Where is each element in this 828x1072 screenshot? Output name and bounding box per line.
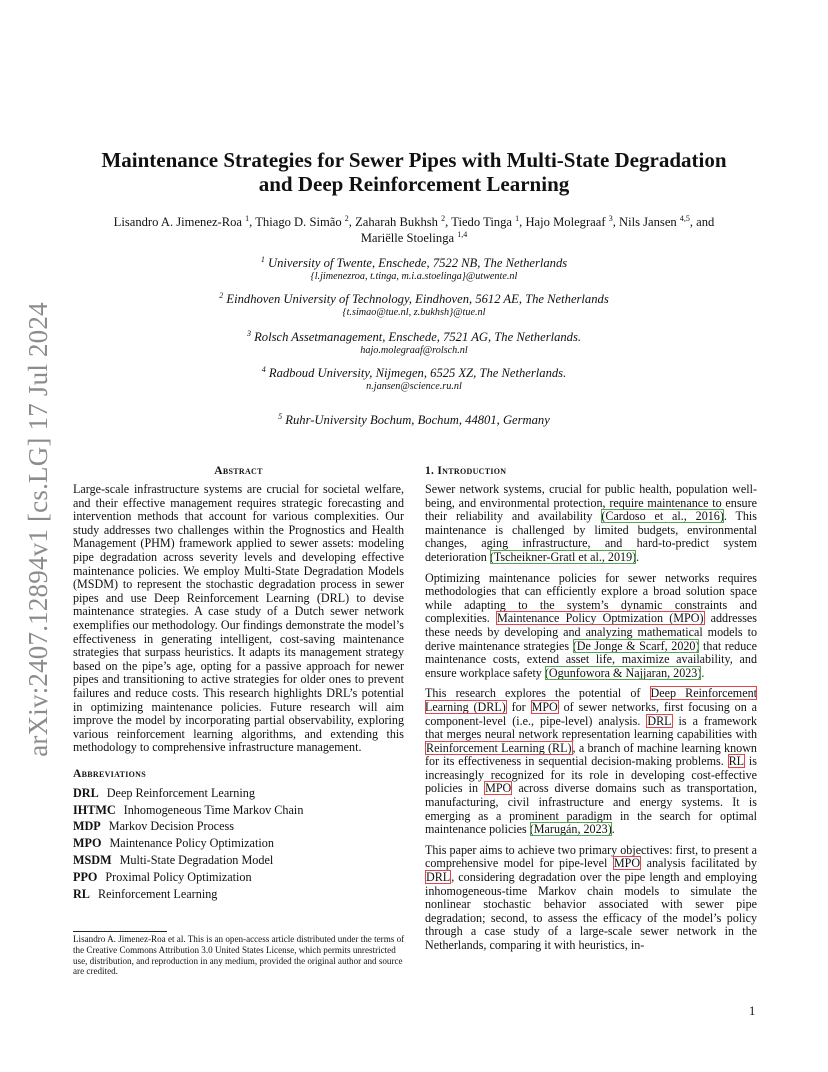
affiliation-number: 5 — [278, 412, 283, 421]
affiliation-5 — [70, 413, 758, 428]
paragraph-text: , considering degradation over the pipe length and employing inhomogeneous-time Markov chain models to simulate the nonlinear stochastic behavior associated with sewer pipe degradation; second, to assess the efficacy of the model’s policy through a case study of a large-scale sewer network in the Netherlands, comparing it with heuristics, in- — [425, 870, 757, 952]
affiliation-email[interactable]: {t.simao@tue.nl, z.bukhsh}@tue.nl — [342, 307, 486, 318]
paragraph-text: . This maintenance is challenged by limited budgets, environmental changes, aging infrastructure, and hard-to-predict system deterioration — [425, 509, 758, 564]
paragraph-text: This research explores the potential of — [425, 686, 650, 701]
abbreviation-entry — [73, 835, 404, 852]
affiliation-number: 1 — [260, 255, 265, 264]
acronym-link[interactable]: MPO — [613, 856, 641, 871]
paper-title-line-2: and Deep Reinforcement Learning — [258, 172, 570, 196]
intro-paragraph-3 — [425, 687, 757, 837]
paragraph-text: that reduce maintenance costs, extend asset life, maximize availability, and ensure workplace safety — [425, 638, 757, 680]
arxiv-identifier-text: arXiv:2407.12894v1 [cs.LG] 17 Jul 2024 — [22, 301, 53, 757]
license-footnote: Lisandro A. Jimenez-Roa et al. This is an open-access article distributed under the terms of the Creative Commons Attribution 3.0 United States License, which permits unrestricted use, distribution, and reproduction in any medium, provided the original author and source are credited. — [73, 934, 405, 977]
author-name: , Nils Jansen — [612, 215, 680, 229]
acronym-link[interactable]: MPO — [531, 699, 558, 714]
author-affiliation-mark: 2 — [344, 214, 349, 223]
intro-paragraph-1 — [425, 483, 757, 565]
paragraph-text: . — [701, 665, 705, 680]
abbreviation-term: MPO — [73, 836, 102, 851]
affiliation-number: 2 — [219, 291, 224, 300]
paragraph-text: . — [611, 822, 615, 837]
arxiv-identifier-stamp — [18, 294, 58, 764]
abbreviation-term: DRL — [73, 785, 99, 800]
left-column — [73, 464, 404, 902]
author-affiliation-mark: 2 — [441, 214, 446, 223]
author-affiliation-mark: 1 — [245, 214, 250, 223]
author-list-conjunction: , and — [689, 215, 715, 229]
citation-link[interactable]: (Cardoso et al., 2016) — [601, 509, 724, 524]
affiliation-2 — [70, 292, 758, 319]
acronym-link[interactable]: MPO — [485, 781, 512, 796]
citation-link[interactable]: (Ogunfowora & Najjaran, 2023) — [544, 665, 702, 680]
author-list — [76, 214, 752, 246]
abbreviation-entry — [73, 785, 404, 802]
author-name: , Thiago D. Simão — [249, 215, 345, 229]
affiliation-1 — [70, 256, 758, 283]
affiliation-name: University of Twente, Enschede, 7522 NB, The Netherlands — [264, 256, 568, 270]
abbreviation-term: RL — [73, 886, 90, 901]
abbreviation-expansion: Maintenance Policy Optimization — [109, 836, 274, 851]
abbreviation-term: MDP — [73, 819, 101, 834]
paragraph-text: analysis facilitated by — [641, 856, 757, 871]
abbreviation-entry — [73, 869, 404, 886]
affiliation-name: Eindhoven University of Technology, Eindhoven, 5612 AE, The Netherlands — [223, 292, 609, 306]
abbreviation-term: IHTMC — [73, 802, 116, 817]
abbreviation-expansion: Markov Decision Process — [108, 819, 234, 834]
abbreviation-term: PPO — [73, 869, 98, 884]
paragraph-text: Optimizing maintenance policies for sewer networks requires methodologies that can efficiently explore a broad solution space while adapting to the system’s dynamic constraints and complexities. — [425, 570, 757, 626]
affiliation-email[interactable]: {l.jimenezroa, t.tinga, m.i.a.stoelinga}@utwente.nl — [310, 271, 518, 282]
paper-title — [70, 148, 758, 196]
acronym-link[interactable]: Reinforcement Learning (RL) — [426, 740, 572, 755]
paragraph-text: for — [506, 699, 531, 714]
introduction-heading: 1. Introduction — [425, 465, 507, 477]
paragraph-text: is increasingly recognized for its role in developing cost-effective policies in — [425, 754, 757, 796]
abbreviation-term: MSDM — [73, 853, 112, 868]
affiliation-email[interactable]: hajo.molegraaf@rolsch.nl — [360, 345, 468, 356]
abbreviation-entry — [73, 802, 404, 819]
affiliation-3 — [70, 330, 758, 357]
affiliation-email[interactable]: n.jansen@science.ru.nl — [366, 381, 462, 392]
abbreviation-expansion: Deep Reinforcement Learning — [106, 785, 255, 800]
paragraph-text: across diverse domains such as transportation, manufacturing, civil infrastructure and energy systems. It is emerging as a prominent paradigm in the search for optimal maintenance policies — [425, 781, 757, 837]
author-name: Mariëlle Stoelinga — [360, 231, 458, 245]
abbreviation-expansion: Multi-State Degradation Model — [119, 853, 274, 868]
abbreviation-expansion: Reinforcement Learning — [97, 886, 218, 901]
affiliation-name: Radboud University, Nijmegen, 6525 XZ, The Netherlands. — [265, 366, 567, 380]
affiliation-number: 4 — [261, 365, 266, 374]
acronym-link[interactable]: Deep Reinforcement Learning (DRL) — [425, 686, 757, 714]
paper-title-line-1: Maintenance Strategies for Sewer Pipes with Multi-State Degradation — [101, 148, 727, 172]
acronym-link[interactable]: DRL — [426, 870, 451, 885]
author-name: Lisandro A. Jimenez-Roa — [113, 215, 246, 229]
abbreviation-expansion: Inhomogeneous Time Markov Chain — [123, 802, 304, 817]
paragraph-text: , a branch of machine learning known for its effectiveness in sequential decision-making problems. — [425, 740, 757, 769]
abbreviation-expansion: Proximal Policy Optimization — [105, 869, 252, 884]
author-affiliation-mark: 1,4 — [457, 230, 468, 239]
abstract-heading: Abstract — [214, 465, 263, 477]
affiliation-name: Ruhr-University Bochum, Bochum, 44801, Germany — [282, 413, 550, 427]
paragraph-text: of sewer networks, first focusing on a component-level (i.e., pipe-level) analysis. — [425, 699, 757, 728]
paragraph-text: addresses these needs by developing and analyzing mathematical models to derive maintenance strategies — [425, 611, 757, 653]
paragraph-text: . — [636, 549, 640, 564]
acronym-link[interactable]: RL — [728, 754, 745, 769]
page-number: 1 — [749, 1004, 756, 1018]
intro-paragraph-4 — [425, 844, 757, 953]
author-name: , Tiedo Tinga — [445, 215, 516, 229]
paragraph-text: is a framework that merges neural network representation learning capabilities with — [425, 713, 757, 742]
author-name: , Hajo Molegraaf — [519, 215, 609, 229]
acronym-link[interactable]: DRL — [647, 713, 672, 728]
author-name: , Zaharah Bukhsh — [348, 215, 442, 229]
author-affiliation-mark: 3 — [608, 214, 613, 223]
citation-link[interactable]: (Marugán, 2023) — [529, 822, 612, 837]
affiliation-number: 3 — [246, 329, 251, 338]
affiliation-4 — [70, 366, 758, 393]
affiliation-name: Rolsch Assetmanagement, Enschede, 7521 AG, The Netherlands. — [250, 330, 582, 344]
paragraph-text: This paper aims to achieve two primary objectives: first, to present a comprehensive model for pipe-level — [425, 842, 757, 871]
acronym-link[interactable]: Maintenance Policy Optmization (MPO) — [496, 611, 704, 626]
abbreviation-entry — [73, 818, 404, 835]
author-affiliation-mark: 1 — [515, 214, 520, 223]
abbreviations-heading: Abbreviations — [73, 767, 146, 780]
footnote-divider — [73, 931, 167, 932]
abstract-text: Large-scale infrastructure systems are crucial for societal welfare, and their effective management requires strategic forecasting and intervention methods that account for various complexities. Our study addresses two challenges within the Prognostics and Health Management (PHM) framework applied to sewer assets: modeling pipe degradation across severity levels and developing effective maintenance policies. We employ Multi-State Degradation Models (MSDM) to represent the stochastic degradation process in sewer pipes and use Deep Reinforcement Learning (DRL) to devise maintenance strategies. A case study of a Dutch sewer network exemplifies our methodology. Our findings demonstrate the model’s effectiveness in generating intelligent, cost-saving maintenance strategies that surpass heuristics. It adapts its management strategy based on the pipe’s age, opting for a passive approach for newer pipes and transitioning to active strategies for older ones to prevent failures and reduce costs. This research highlights DRL’s potential in optimizing maintenance policies. Future research will aim improve the model by incorporating partial observability, exploring various reinforcement learning algorithms, and extending this methodology to comprehensive infrastructure management. — [73, 482, 404, 755]
right-column — [425, 464, 757, 960]
intro-paragraph-2 — [425, 572, 757, 681]
paragraph-text: Sewer network systems, crucial for public health, population well-being, and environmental protection, require maintenance to ensure their reliability and availability — [425, 482, 757, 524]
abbreviation-entry — [73, 886, 404, 903]
citation-link[interactable]: (De Jonge & Scarf, 2020) — [572, 638, 700, 653]
abbreviation-entry — [73, 852, 404, 869]
author-affiliation-mark: 4,5 — [679, 214, 690, 223]
citation-link[interactable]: (Tscheikner-Gratl et al., 2019) — [489, 549, 637, 564]
